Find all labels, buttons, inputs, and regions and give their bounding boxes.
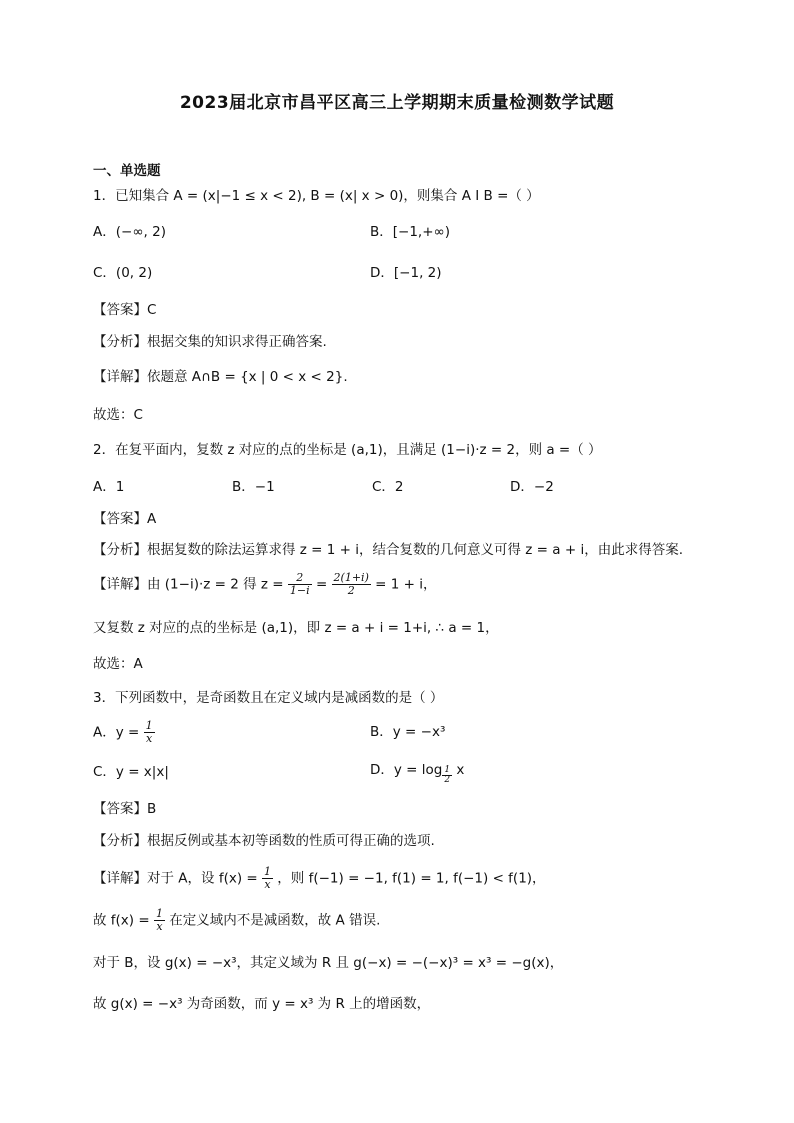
q1-answer: 【答案】C xyxy=(93,302,157,318)
q1-option-d: D．[−1, 2) xyxy=(370,265,442,281)
q1-option-b: B．[−1,+∞) xyxy=(370,224,451,240)
q2-option-d: D．−2 xyxy=(510,479,554,495)
q3-line2-pre: 故 f(x) = xyxy=(93,912,150,929)
q2-fraction-2-den: 2 xyxy=(347,584,355,597)
q2-fraction-2-num: 2(1+i) xyxy=(333,571,369,584)
q3-option-c: C．y = x|x| xyxy=(93,764,169,780)
q2-detail-eq: = xyxy=(315,576,328,593)
q3-detail-den: x xyxy=(264,878,271,891)
q2-detail xyxy=(93,572,437,597)
q3-line2-num: 1 xyxy=(155,907,163,920)
q3-option-d xyxy=(370,760,464,785)
q3-detail-3: 对于 B，设 g(x) = −x³，其定义域为 R 且 g(−x) = −(−x)³ = x³ = −g(x)， xyxy=(93,955,564,971)
q3-option-a-num: 1 xyxy=(145,719,153,732)
q3-detail xyxy=(93,866,546,891)
section-heading: 一、单选题 xyxy=(93,163,161,179)
q3-option-d-base-den: 2 xyxy=(444,775,451,785)
q2-detail-pre: 【详解】由 (1−i)·z = 2 得 z = xyxy=(93,576,284,593)
q2-analysis: 【分析】根据复数的除法运算求得 z = 1 + i，结合复数的几何意义可得 z = a + i，由此求得答案. xyxy=(93,542,683,558)
q3-option-a-den: x xyxy=(146,732,153,745)
q3-option-a-fraction xyxy=(144,720,155,745)
q3-option-d-base xyxy=(442,766,452,785)
q3-option-a xyxy=(93,720,155,745)
q2-detail-2: 又复数 z 对应的点的坐标是 (a,1)，即 z = a + i = 1+i, ∴ a = 1， xyxy=(93,620,499,636)
q3-detail-fraction xyxy=(262,866,273,891)
q3-line2-post: 在定义域内不是减函数，故 A 错误. xyxy=(169,912,381,929)
q2-answer: 【答案】A xyxy=(93,511,157,527)
q3-detail-post: ，则 f(−1) = −1, f(1) = 1, f(−1) < f(1)， xyxy=(277,870,546,887)
q3-option-d-pre: D．y = log xyxy=(370,762,443,778)
q3-option-b: B．y = −x³ xyxy=(370,724,446,740)
q3-option-d-post: x xyxy=(456,762,465,778)
q3-detail-num: 1 xyxy=(264,865,271,878)
q3-detail-4: 故 g(x) = −x³ 为奇函数，而 y = x³ 为 R 上的增函数， xyxy=(93,996,431,1012)
q1-analysis: 【分析】根据交集的知识求得正确答案. xyxy=(93,334,327,350)
q2-choice: 故选：A xyxy=(93,656,143,672)
q2-option-c: C．2 xyxy=(372,479,404,495)
q2-option-a: A．1 xyxy=(93,479,125,495)
q1-stem: 1．已知集合 A = (x|−1 ≤ x < 2), B = (x| x > 0)，则集合 A I B =（ ） xyxy=(93,188,540,204)
q1-choice: 故选：C xyxy=(93,407,143,423)
q3-analysis: 【分析】根据反例或基本初等函数的性质可得正确的选项. xyxy=(93,833,435,849)
q3-option-a-pre: A．y = xyxy=(93,724,140,741)
q2-detail-post: = 1 + i， xyxy=(375,576,437,593)
q1-option-a: A．(−∞, 2) xyxy=(93,224,166,240)
q3-line2-den: x xyxy=(156,920,163,933)
q3-answer: 【答案】B xyxy=(93,801,157,817)
q3-detail-pre: 【详解】对于 A，设 f(x) = xyxy=(93,870,258,887)
q3-stem: 3．下列函数中，是奇函数且在定义域内是减函数的是（ ） xyxy=(93,690,444,706)
q3-detail-2 xyxy=(93,908,380,933)
q2-fraction-1-den: 1−i xyxy=(289,584,310,597)
q1-option-c: C．(0, 2) xyxy=(93,265,153,281)
q2-fraction-1-num: 2 xyxy=(288,572,312,585)
q2-fraction-1 xyxy=(288,572,312,597)
q3-option-d-base-num: 1 xyxy=(444,765,451,775)
q2-fraction-2 xyxy=(332,572,371,597)
q2-stem: 2．在复平面内，复数 z 对应的点的坐标是 (a,1)，且满足 (1−i)·z = 2，则 a =（ ） xyxy=(93,442,602,458)
q2-option-b: B．−1 xyxy=(232,479,275,495)
document-title: 2023届北京市昌平区高三上学期期末质量检测数学试题 xyxy=(179,93,615,113)
q3-line2-fraction xyxy=(154,908,165,933)
q1-detail: 【详解】依题意 A∩B = {x | 0 < x < 2}. xyxy=(93,369,348,385)
